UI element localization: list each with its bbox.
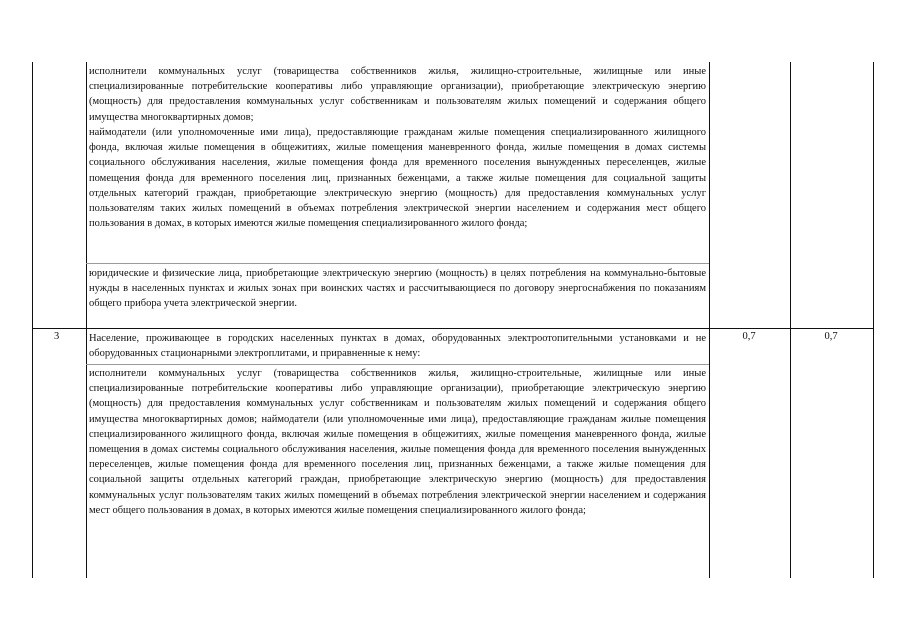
row3-paragraph-1: Население, проживающее в городских населенных пунктах в домах, оборудованных электроотопительными установками и не оборудованных стационарными электроплитами, и приравненные к нему: <box>89 333 706 360</box>
table-border-left <box>32 62 33 578</box>
row3-value-1: 0,7 <box>742 331 756 342</box>
prev-row-paragraph-3: юридические и физические лица, приобретающие электрическую энергию (мощность) в целях потребления на коммунально-бытовые нужды в населенных пунктах и жилых зонах при воинских частях и рассчитывающиеся по договору энергоснабжения по показаниям общего прибора учета электрической энергии. <box>89 268 706 310</box>
prev-row-paragraph-1: исполнители коммунальных услуг (товарищества собственников жилья, жилищно-строительные, жилищные или иные специализированные потребительские кооперативы либо управляющие организации), приобретающие электрическую энергию (мощность) для предоставления коммунальных услуг собственникам и пользователям жилых помещений и содержания общего имущества многоквартирных домов; <box>89 66 706 123</box>
paragraph-separator <box>86 364 709 365</box>
table-border-col2 <box>709 62 710 578</box>
row3-value-2: 0,7 <box>824 331 838 342</box>
paragraph-separator-prev <box>86 263 709 264</box>
table-border-right <box>873 62 874 578</box>
table-border-col3 <box>790 62 791 578</box>
row-number: 3 <box>54 331 60 342</box>
prev-row-paragraph-2: наймодатели (или уполномоченные ими лица), предоставляющие гражданам жилые помещения специализированного жилищного фонда, включая жилые помещения в общежитиях, жилые помещения маневренного фонда, жилые помещения в домах системы социального обслуживания населения, жилые помещения фонда для временного поселения вынужденных переселенцев, жилые помещения фонда для временного поселения лиц, признанных беженцами, а также жилые помещения для социальной защиты отдельных категорий граждан, приобретающие электрическую энергию (мощность) для предоставления коммунальных услуг пользователям таких жилых помещений в объемах потребления электрической энергии населением и содержания мест общего пользования в домах, в которых имеются жилые помещения специализированного жилого фонда; <box>89 127 706 230</box>
table-border-col1 <box>86 62 87 578</box>
row3-paragraph-2: исполнители коммунальных услуг (товарищества собственников жилья, жилищно-строительные, жилищные или иные специализированные потребительские кооперативы либо управляющие организации), приобретающие электрическую энергию (мощность) для предоставления коммунальных услуг собственникам и пользователям жилых помещений и содержания общего имущества многоквартирных домов; наймодатели (или уполномоченные ими лица), предоставляющие гражданам жилые помещения специализированного жилищного фонда, включая жилые помещения в общежитиях, жилые помещения маневренного фонда, жилые помещения в домах системы социального обслуживания населения, жилые помещения фонда для временного поселения вынужденных переселенцев, жилые помещения фонда для временного поселения лиц, признанных беженцами, а также жилые помещения для социальной защиты отдельных категорий граждан, приобретающие электрическую энергию (мощность) для предоставления коммунальных услуг пользователям таких жилых помещений в объемах потребления электрической энергии населением и содержания мест общего пользования в домах, в которых имеются жилые помещения специализированного жилого фонда; <box>89 368 706 516</box>
row-separator <box>32 328 874 329</box>
